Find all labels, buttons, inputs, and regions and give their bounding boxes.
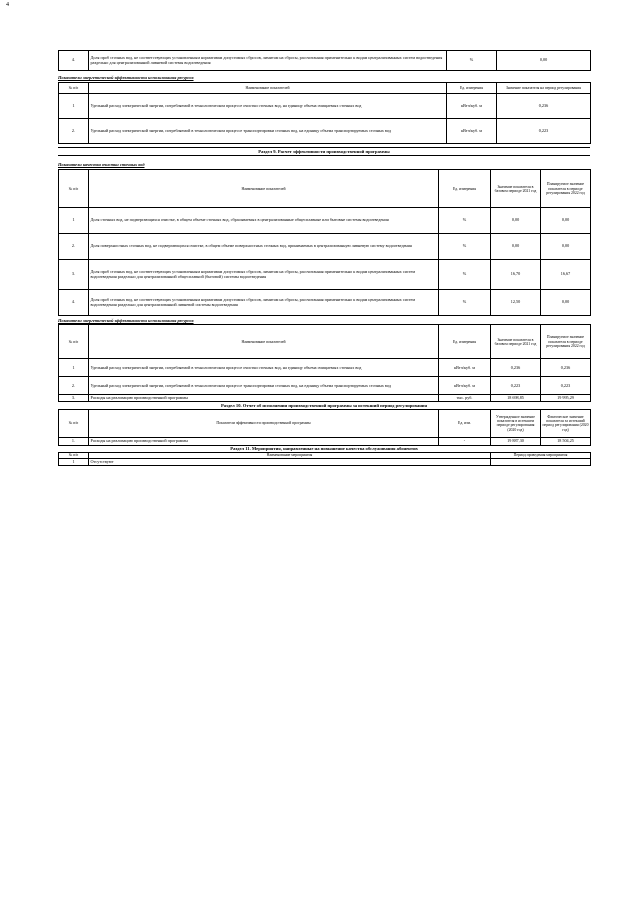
row-indicator-name: Доля проб сточных вод, не соответствующих установленным нормативам допустимых сбросов, лимитам на сбросы, рассчитанная применительно к видам централизованных систем водоотведения раздельно для централизованной ливневой системы водоотведения <box>89 290 439 316</box>
table-energy-efficiency <box>58 82 591 144</box>
header-num: № п/п <box>59 170 89 208</box>
subheading-energy-2: Показатели энергетической эффективности использования ресурсов <box>58 318 194 324</box>
row-indicator-name: Удельный расход электрической энергии, потребляемой в технологическом процессе очистки сточных вод, на единицу объема очищаемых сточных вод <box>89 359 439 377</box>
header-name: Показатели эффективности производственной программы <box>89 409 439 437</box>
table-row <box>59 234 591 260</box>
row-number: 4. <box>59 290 89 316</box>
row-base-value: 16,70 <box>491 260 541 290</box>
header-period: Период проведения мероприятия <box>491 453 591 459</box>
subheading-energy: Показатели энергетической эффективности использования ресурсов <box>58 75 194 80</box>
table-row <box>59 437 591 445</box>
header-name: Наименование показателей <box>89 170 439 208</box>
header-num: № п/п <box>59 453 89 459</box>
row-unit: - <box>439 437 491 445</box>
row-value: 0,236 <box>497 94 591 119</box>
row-indicator-name: Доля проб сточных вод, не соответствующих установленным нормативам допустимых сбросов, лимитам на сбросы, рассчитанная применительно к видам централизованных систем водоотведения раздельно для централизованной ливневой системы водоотведения <box>89 51 447 71</box>
row-number: 2. <box>59 377 89 395</box>
table-row <box>59 459 591 466</box>
row-plan-value: 16,67 <box>541 260 591 290</box>
header-plan: Планируемое значение показателя в периоде регулирования 2022 год <box>541 170 591 208</box>
header-unit: Ед. измерения <box>447 83 497 94</box>
row-indicator-name: Удельный расход электрической энергии, потребляемой в технологическом процессе очистки сточных вод, на единицу объема очищаемых сточных вод <box>89 94 447 119</box>
section-11-title: Раздел 11. Мероприятия, направленные на повышение качества обслуживания абонентов <box>230 446 418 452</box>
row-plan-value: 0,00 <box>541 234 591 260</box>
row-measure-name: Отсутствуют <box>89 459 491 466</box>
table-row <box>59 94 591 119</box>
section-9-title: Раздел 9. Расчет эффективности производственной программы <box>58 147 590 156</box>
table-row <box>59 359 591 377</box>
row-approved-value: 19 887,30 <box>491 437 541 445</box>
row-plan-value: 0,236 <box>541 359 591 377</box>
row-indicator-name: Расходы на реализацию производственной программы <box>89 395 439 402</box>
row-plan-value: 0,00 <box>541 208 591 234</box>
row-unit: кВтч/куб. м <box>439 359 491 377</box>
table-header-row <box>59 325 591 359</box>
header-unit: Ед. измерения <box>439 325 491 359</box>
header-base: Значение показателя в базовом периоде 2021 год <box>491 170 541 208</box>
table-row <box>59 208 591 234</box>
row-plan-value: 0,00 <box>541 290 591 316</box>
header-num: № п/п <box>59 83 89 94</box>
table-quality-continued <box>58 50 591 71</box>
row-unit: кВтч/куб. м <box>447 119 497 144</box>
row-unit: кВтч/куб. м <box>447 94 497 119</box>
table-row <box>59 51 591 71</box>
header-unit: Ед. изм. <box>439 409 491 437</box>
table-customer-measures <box>58 452 591 466</box>
row-unit: кВтч/куб. м <box>439 377 491 395</box>
row-unit: % <box>439 290 491 316</box>
header-value: Значение показателя на период регулирования <box>497 83 591 94</box>
row-actual-value: 18 504,25 <box>541 437 591 445</box>
row-base-value: 18 698,85 <box>491 395 541 402</box>
table-header-row <box>59 83 591 94</box>
row-number: 1 <box>59 459 89 466</box>
table-row <box>59 377 591 395</box>
header-num: № п/п <box>59 325 89 359</box>
document-sheet <box>58 50 590 466</box>
row-period <box>491 459 591 466</box>
row-number: 1 <box>59 359 89 377</box>
row-base-value: 0,223 <box>491 377 541 395</box>
row-unit: % <box>439 234 491 260</box>
row-value: 0,00 <box>497 51 591 71</box>
row-unit: % <box>439 260 491 290</box>
table-row <box>59 119 591 144</box>
row-base-value: 0,236 <box>491 359 541 377</box>
row-number: 3. <box>59 395 89 402</box>
table-treatment-quality <box>58 169 591 316</box>
header-name: Наименование мероприятия <box>89 453 491 459</box>
row-number: 4. <box>59 51 89 71</box>
table-row <box>59 395 591 402</box>
header-plan: Планируемое значение показателя в периоде регулирования 2022 год <box>541 325 591 359</box>
header-name: Наименование показателей <box>89 83 447 94</box>
section-10-title: Раздел 10. Отчет об исполнении производственной программы за истекший период регулирования <box>220 402 428 408</box>
row-number: 1 <box>59 208 89 234</box>
row-base-value: 0,00 <box>491 208 541 234</box>
row-indicator-name: Удельный расход электрической энергии, потребляемой в технологическом процессе транспортировки сточных вод, на единицу объема транспортируемых сточных вод <box>89 119 447 144</box>
row-base-value: 0,00 <box>491 234 541 260</box>
table-program-report <box>58 409 591 446</box>
header-num: № п/п <box>59 409 89 437</box>
row-unit: % <box>439 208 491 234</box>
row-unit: тыс. руб. <box>439 395 491 402</box>
row-plan-value: 19 995,29 <box>541 395 591 402</box>
row-unit: % <box>447 51 497 71</box>
row-number: 3. <box>59 260 89 290</box>
row-number: 2. <box>59 119 89 144</box>
row-value: 0,223 <box>497 119 591 144</box>
table-row <box>59 290 591 316</box>
row-number: 1 <box>59 94 89 119</box>
row-indicator-name: Расходы на реализацию производственной программы <box>89 437 439 445</box>
table-energy-efficiency-2 <box>58 324 591 402</box>
row-indicator-name: Удельный расход электрической энергии, потребляемой в технологическом процессе транспортировки сточных вод, на единицу объема транспортируемых сточных вод <box>89 377 439 395</box>
row-plan-value: 0,223 <box>541 377 591 395</box>
table-row <box>59 260 591 290</box>
row-number: 2. <box>59 234 89 260</box>
page-corner-mark: 4 <box>6 2 9 8</box>
table-header-row <box>59 409 591 437</box>
header-base: Значение показателя в базовом периоде 2021 год <box>491 325 541 359</box>
header-name: Наименование показателей <box>89 325 439 359</box>
row-number: 1. <box>59 437 89 445</box>
table-header-row <box>59 170 591 208</box>
row-indicator-name: Доля поверхностных сточных вод, не подвергающихся очистке, в общем объеме поверхностных сточных вод, принимаемых в централизованную ливневую систему водоотведения <box>89 234 439 260</box>
row-indicator-name: Доля сточных вод, не подвергающихся очистке, в общем объеме сточных вод, сбрасываемых в централизованные общесплавные или бытовые системы водоотведения <box>89 208 439 234</box>
header-unit: Ед. измерения <box>439 170 491 208</box>
header-approved: Утвержденное значение показателя в истекшем периоде регулирования (2020 год) <box>491 409 541 437</box>
subheading-treatment-quality: Показатели качества очистки сточных вод <box>58 162 145 168</box>
header-actual: Фактическое значение показателя за истекший период регулирования (2020 год) <box>541 409 591 437</box>
row-base-value: 12,50 <box>491 290 541 316</box>
row-indicator-name: Доля проб сточных вод, не соответствующих установленным нормативам допустимых сбросов, лимитам на сбросы, рассчитанная применительно к видам централизованных систем водоотведения раздельно для централизованной общесплавной (бытовой) системы водоотведения <box>89 260 439 290</box>
